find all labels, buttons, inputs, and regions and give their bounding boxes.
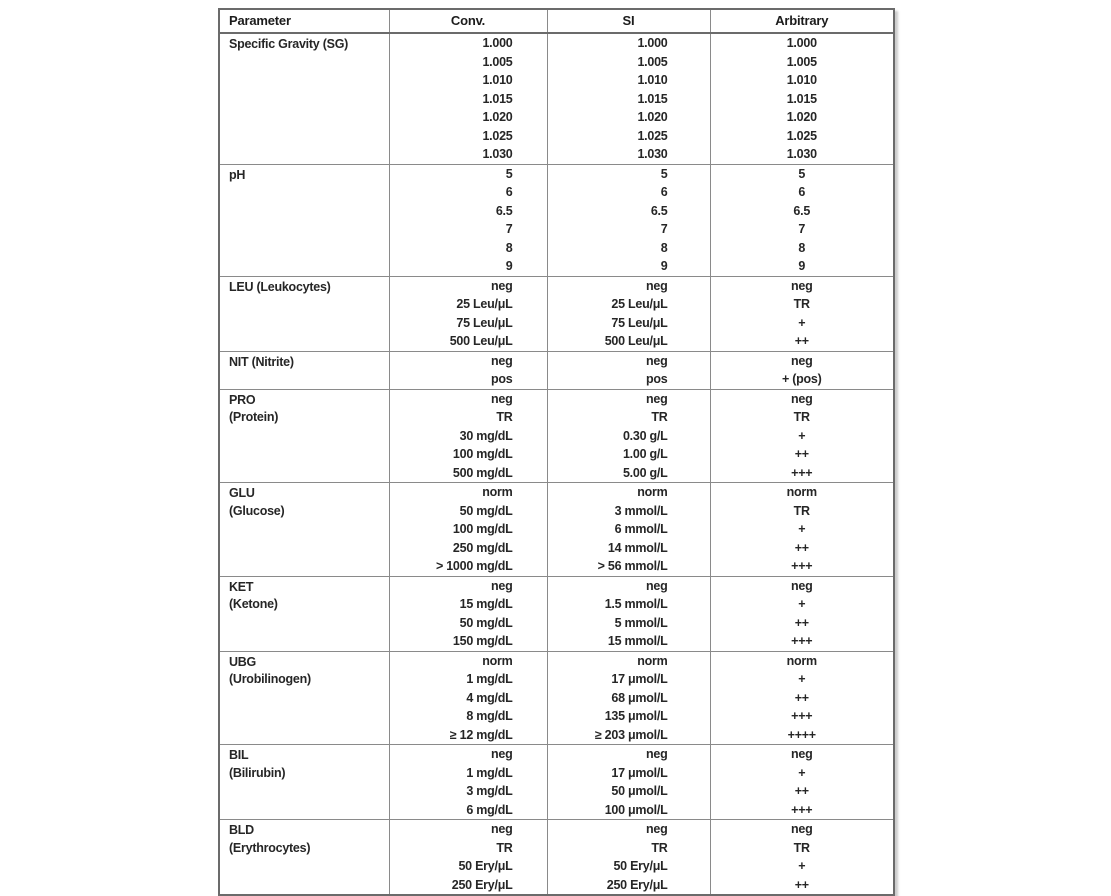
si-value: 15 mmol/L bbox=[607, 634, 668, 648]
arb-value: + bbox=[798, 428, 806, 443]
conv-value: pos bbox=[491, 372, 513, 386]
conv-value: norm bbox=[482, 653, 513, 668]
parameter-label: BIL bbox=[229, 748, 249, 762]
arb-value: 1.020 bbox=[786, 110, 817, 124]
parameter-label: UBG bbox=[229, 654, 257, 669]
parameter-label: KET bbox=[229, 579, 254, 594]
si-cell bbox=[547, 651, 710, 745]
si-value: 68 μmol/L bbox=[611, 690, 668, 705]
conv-value: 30 mg/dL bbox=[459, 428, 513, 443]
conv-cell bbox=[389, 483, 547, 577]
table-row bbox=[219, 576, 894, 651]
parameter-label: PRO bbox=[229, 392, 256, 407]
conv-value: > 1000 mg/dL bbox=[435, 559, 513, 573]
conv-value: 1.000 bbox=[482, 36, 513, 50]
parameter-cell bbox=[219, 389, 389, 483]
si-value: 6.5 bbox=[650, 203, 668, 218]
si-value: neg bbox=[646, 822, 668, 836]
si-value: neg bbox=[646, 391, 668, 406]
arb-value: ++ bbox=[794, 540, 809, 555]
conv-cell bbox=[389, 351, 547, 389]
arb-value: TR bbox=[793, 410, 810, 424]
parameter-cell bbox=[219, 164, 389, 276]
arb-value: +++ bbox=[791, 465, 813, 480]
table-row bbox=[219, 745, 894, 820]
conv-value: 250 mg/dL bbox=[452, 540, 513, 555]
conv-value: ≥ 12 mg/dL bbox=[449, 727, 513, 742]
header-arbitrary: Arbitrary bbox=[710, 9, 894, 33]
si-value: 500 Leu/μL bbox=[604, 334, 668, 348]
si-value: 1.000 bbox=[637, 36, 668, 50]
parameter-cell bbox=[219, 576, 389, 651]
conv-value: 1 mg/dL bbox=[466, 672, 513, 686]
conv-value: neg bbox=[491, 278, 513, 293]
table-row bbox=[219, 389, 894, 483]
conv-value: 25 Leu/μL bbox=[456, 297, 513, 311]
table-row bbox=[219, 164, 894, 276]
conv-value: 7 bbox=[505, 222, 513, 236]
conv-cell bbox=[389, 651, 547, 745]
conv-cell bbox=[389, 276, 547, 351]
conv-value: 150 mg/dL bbox=[452, 634, 513, 648]
parameter-cell bbox=[219, 276, 389, 351]
arb-value: neg bbox=[791, 578, 813, 593]
si-value: 50 Ery/μL bbox=[613, 859, 668, 873]
si-value: 1.5 mmol/L bbox=[604, 597, 668, 611]
arb-value: + bbox=[798, 315, 806, 330]
arb-cell bbox=[710, 651, 894, 745]
parameter-label: (Erythrocytes) bbox=[229, 840, 311, 855]
arb-value: + bbox=[798, 765, 806, 780]
arb-value: + bbox=[798, 672, 806, 686]
arb-cell bbox=[710, 276, 894, 351]
si-cell bbox=[547, 389, 710, 483]
conv-cell bbox=[389, 389, 547, 483]
conv-value: 75 Leu/μL bbox=[456, 315, 513, 330]
si-value: 1.010 bbox=[637, 73, 668, 87]
conv-value: 1.025 bbox=[482, 128, 513, 143]
arb-value: norm bbox=[786, 485, 817, 499]
arb-value: 7 bbox=[798, 222, 806, 236]
conv-value: 100 mg/dL bbox=[452, 447, 513, 461]
conv-cell bbox=[389, 33, 547, 164]
header-row bbox=[219, 9, 894, 33]
table-row bbox=[219, 651, 894, 745]
arb-value: + bbox=[798, 859, 806, 873]
arb-value: ++ bbox=[794, 784, 809, 798]
conv-value: 1.005 bbox=[482, 54, 513, 69]
header-parameter: Parameter bbox=[219, 9, 389, 33]
arb-value: 1.005 bbox=[786, 54, 817, 69]
parameter-label: (Glucose) bbox=[229, 503, 285, 518]
si-value: norm bbox=[637, 485, 668, 499]
si-value: 8 bbox=[660, 240, 668, 255]
arb-value: TR bbox=[793, 840, 810, 855]
parameter-label: LEU (Leukocytes) bbox=[229, 279, 331, 294]
conv-value: TR bbox=[496, 410, 513, 424]
header-si: SI bbox=[547, 9, 710, 33]
arb-value: ++ bbox=[794, 615, 809, 630]
parameter-cell bbox=[219, 820, 389, 896]
arb-value: 1.030 bbox=[786, 147, 817, 161]
arb-value: +++ bbox=[791, 634, 813, 648]
conv-value: 500 mg/dL bbox=[452, 465, 513, 480]
si-value: 1.030 bbox=[637, 147, 668, 161]
arb-value: ++ bbox=[794, 690, 809, 705]
arb-value: ++++ bbox=[787, 727, 816, 742]
conv-value: 3 mg/dL bbox=[466, 784, 513, 798]
arb-value: + bbox=[798, 522, 806, 536]
si-value: 3 mmol/L bbox=[614, 503, 668, 518]
arb-value: 6.5 bbox=[793, 203, 811, 218]
urinalysis-units-table bbox=[218, 8, 895, 896]
arb-cell bbox=[710, 820, 894, 896]
conv-value: TR bbox=[496, 840, 513, 855]
parameter-label: BLD bbox=[229, 823, 254, 837]
si-cell bbox=[547, 164, 710, 276]
conv-value: 50 mg/dL bbox=[459, 615, 513, 630]
conv-value: 15 mg/dL bbox=[459, 597, 513, 611]
arb-value: 1.015 bbox=[786, 91, 817, 106]
si-value: ≥ 203 μmol/L bbox=[594, 727, 668, 742]
si-value: 6 bbox=[660, 185, 668, 199]
conv-value: 6 mg/dL bbox=[466, 802, 513, 817]
si-value: 100 μmol/L bbox=[604, 802, 668, 817]
conv-value: 250 Ery/μL bbox=[451, 877, 513, 892]
table-row bbox=[219, 483, 894, 577]
header-conv: Conv. bbox=[389, 9, 547, 33]
conv-cell bbox=[389, 164, 547, 276]
conv-cell bbox=[389, 820, 547, 896]
conv-value: neg bbox=[491, 747, 513, 761]
conv-value: 50 mg/dL bbox=[459, 503, 513, 518]
conv-value: 4 mg/dL bbox=[466, 690, 513, 705]
si-value: 5 mmol/L bbox=[614, 615, 668, 630]
arb-value: 1.000 bbox=[786, 36, 817, 50]
arb-cell bbox=[710, 576, 894, 651]
parameter-cell bbox=[219, 351, 389, 389]
parameter-label: (Urobilinogen) bbox=[229, 672, 311, 686]
arb-value: TR bbox=[793, 297, 810, 311]
si-value: 1.025 bbox=[637, 128, 668, 143]
parameter-cell bbox=[219, 483, 389, 577]
si-value: 6 mmol/L bbox=[614, 522, 668, 536]
arb-value: 6 bbox=[798, 185, 806, 199]
arb-value: +++ bbox=[791, 802, 813, 817]
arb-value: neg bbox=[791, 822, 813, 836]
si-value: 5 bbox=[660, 166, 668, 181]
arb-value: neg bbox=[791, 747, 813, 761]
conv-value: 1 mg/dL bbox=[466, 765, 513, 780]
arb-value: ++ bbox=[794, 334, 809, 348]
conv-value: norm bbox=[482, 485, 513, 499]
arb-value: TR bbox=[793, 503, 810, 518]
si-value: TR bbox=[651, 410, 668, 424]
parameter-label: (Bilirubin) bbox=[229, 765, 286, 780]
arb-value: norm bbox=[786, 653, 817, 668]
si-value: 250 Ery/μL bbox=[606, 877, 668, 892]
arb-value: 5 bbox=[798, 166, 806, 181]
si-value: 17 μmol/L bbox=[611, 765, 668, 780]
arb-value: ++ bbox=[794, 447, 809, 461]
si-cell bbox=[547, 576, 710, 651]
conv-value: 6.5 bbox=[495, 203, 513, 218]
si-value: 0.30 g/L bbox=[622, 428, 668, 443]
si-value: 1.015 bbox=[637, 91, 668, 106]
conv-value: 500 Leu/μL bbox=[449, 334, 513, 348]
si-value: 135 μmol/L bbox=[604, 709, 668, 723]
arb-cell bbox=[710, 164, 894, 276]
si-value: 9 bbox=[660, 259, 668, 273]
arb-value: +++ bbox=[791, 709, 813, 723]
si-cell bbox=[547, 33, 710, 164]
si-value: neg bbox=[646, 353, 668, 368]
si-cell bbox=[547, 351, 710, 389]
table-row bbox=[219, 33, 894, 164]
conv-value: neg bbox=[491, 578, 513, 593]
si-cell bbox=[547, 483, 710, 577]
conv-value: 8 bbox=[505, 240, 513, 255]
si-cell bbox=[547, 745, 710, 820]
conv-cell bbox=[389, 745, 547, 820]
si-value: 1.020 bbox=[637, 110, 668, 124]
arb-cell bbox=[710, 483, 894, 577]
parameter-cell bbox=[219, 33, 389, 164]
si-value: neg bbox=[646, 278, 668, 293]
si-value: 14 mmol/L bbox=[607, 540, 668, 555]
si-cell bbox=[547, 820, 710, 896]
si-value: 1.005 bbox=[637, 54, 668, 69]
conv-value: neg bbox=[491, 822, 513, 836]
conv-value: neg bbox=[491, 353, 513, 368]
arb-value: 8 bbox=[798, 240, 806, 255]
conv-value: 1.015 bbox=[482, 91, 513, 106]
si-value: 5.00 g/L bbox=[622, 465, 668, 480]
table-row bbox=[219, 351, 894, 389]
si-value: 25 Leu/μL bbox=[611, 297, 668, 311]
si-value: 50 μmol/L bbox=[611, 784, 668, 798]
arb-value: + bbox=[798, 597, 806, 611]
arb-value: 9 bbox=[798, 259, 806, 273]
si-value: 7 bbox=[660, 222, 668, 236]
arb-value: ++ bbox=[794, 877, 809, 892]
si-value: norm bbox=[637, 653, 668, 668]
si-value: neg bbox=[646, 747, 668, 761]
parameter-cell bbox=[219, 745, 389, 820]
si-value: > 56 mmol/L bbox=[597, 559, 668, 573]
conv-value: 1.020 bbox=[482, 110, 513, 124]
si-value: TR bbox=[651, 840, 668, 855]
arb-value: neg bbox=[791, 278, 813, 293]
si-value: 75 Leu/μL bbox=[611, 315, 668, 330]
conv-value: neg bbox=[491, 391, 513, 406]
parameter-label: (Ketone) bbox=[229, 597, 278, 611]
parameter-cell bbox=[219, 651, 389, 745]
parameter-label: (Protein) bbox=[229, 410, 279, 424]
si-cell bbox=[547, 276, 710, 351]
conv-value: 1.030 bbox=[482, 147, 513, 161]
conv-value: 5 bbox=[505, 166, 513, 181]
conv-value: 100 mg/dL bbox=[452, 522, 513, 536]
arb-cell bbox=[710, 389, 894, 483]
arb-value: + (pos) bbox=[781, 372, 822, 386]
parameter-label: GLU bbox=[229, 486, 255, 500]
table-header bbox=[219, 9, 894, 33]
arb-value: neg bbox=[791, 391, 813, 406]
arb-cell bbox=[710, 33, 894, 164]
conv-value: 6 bbox=[505, 185, 513, 199]
table-body bbox=[219, 33, 894, 895]
arb-value: neg bbox=[791, 353, 813, 368]
si-value: pos bbox=[646, 372, 668, 386]
table-row bbox=[219, 276, 894, 351]
arb-value: 1.025 bbox=[786, 128, 817, 143]
table-row bbox=[219, 820, 894, 896]
arb-value: 1.010 bbox=[786, 73, 817, 87]
parameter-label: Specific Gravity (SG) bbox=[229, 37, 349, 51]
conv-cell bbox=[389, 576, 547, 651]
si-value: 1.00 g/L bbox=[622, 447, 668, 461]
conv-value: 50 Ery/μL bbox=[458, 859, 513, 873]
conv-value: 1.010 bbox=[482, 73, 513, 87]
arb-value: +++ bbox=[791, 559, 813, 573]
arb-cell bbox=[710, 745, 894, 820]
parameter-label: NIT (Nitrite) bbox=[229, 354, 294, 369]
si-value: 17 μmol/L bbox=[611, 672, 668, 686]
parameter-label: pH bbox=[229, 167, 246, 182]
si-value: neg bbox=[646, 578, 668, 593]
conv-value: 8 mg/dL bbox=[466, 709, 513, 723]
conv-value: 9 bbox=[505, 259, 513, 273]
arb-cell bbox=[710, 351, 894, 389]
